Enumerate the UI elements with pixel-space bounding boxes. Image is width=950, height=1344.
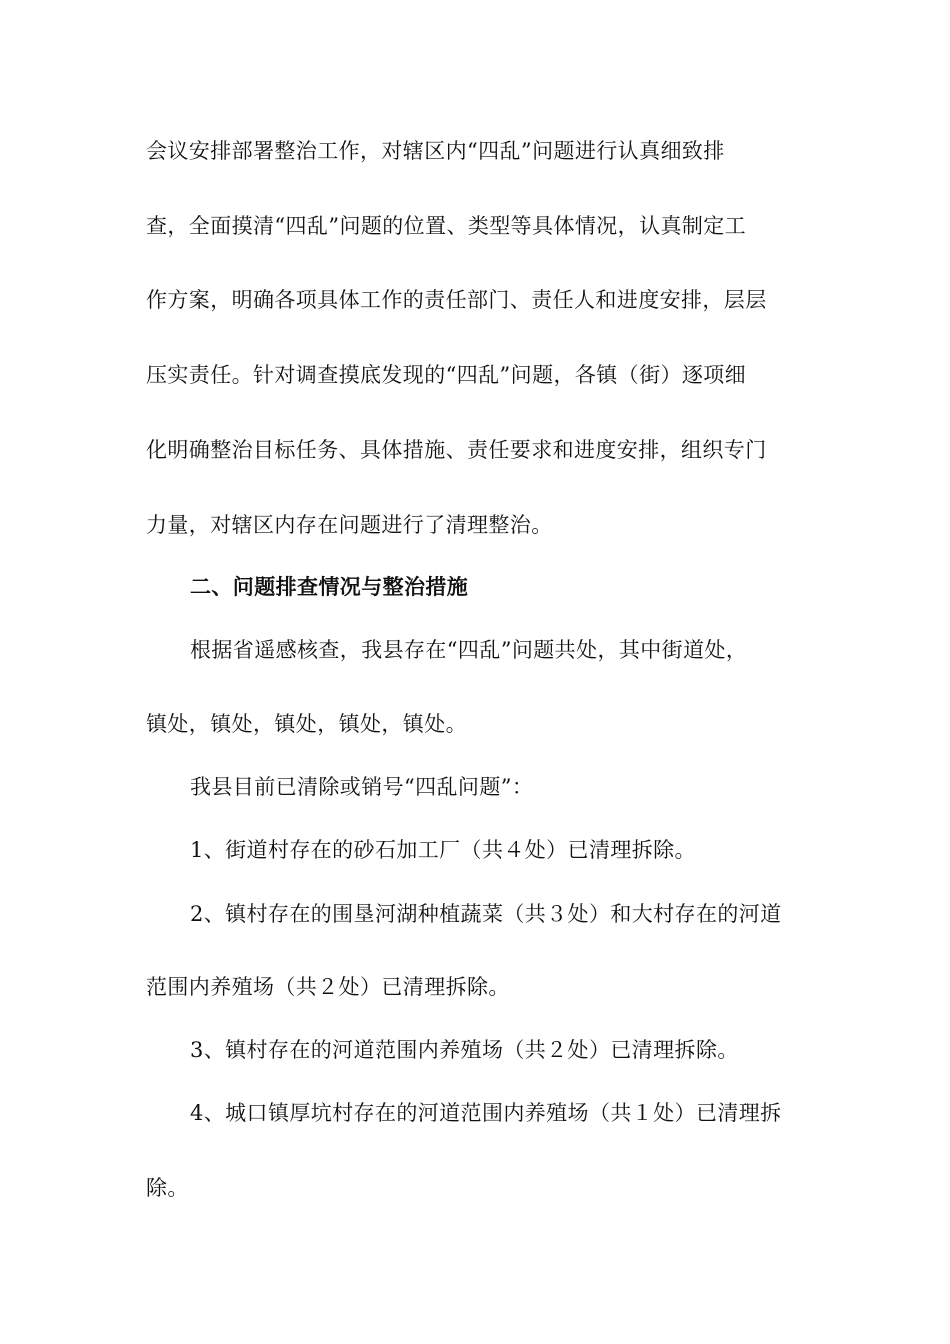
list-item: 2、镇村存在的围垦河湖种植蔬菜（共３处）和大村存在的河道 bbox=[190, 902, 782, 926]
paragraph-line: 作方案，明确各项具体工作的责任部门、责任人和进度安排，层层 bbox=[146, 288, 767, 312]
paragraph-line: 力量，对辖区内存在问题进行了清理整治。 bbox=[146, 513, 553, 537]
list-item-continuation: 范围内养殖场（共２处）已清理拆除。 bbox=[146, 975, 510, 999]
section-heading: 二、问题排查情况与整治措施 bbox=[190, 574, 469, 599]
list-item: 1、街道村存在的砂石加工厂（共４处）已清理拆除。 bbox=[190, 838, 696, 862]
paragraph-line: 查，全面摸清“四乱”问题的位置、类型等具体情况，认真制定工 bbox=[146, 214, 747, 238]
paragraph-line: 镇处，镇处，镇处，镇处，镇处。 bbox=[146, 712, 467, 736]
paragraph-line: 会议安排部署整治工作，对辖区内“四乱”问题进行认真细致排 bbox=[146, 139, 725, 163]
list-item: 4、城口镇厚坑村存在的河道范围内养殖场（共１处）已清理拆 bbox=[190, 1101, 782, 1125]
paragraph-line: 化明确整治目标任务、具体措施、责任要求和进度安排，组织专门 bbox=[146, 438, 767, 462]
paragraph-line: 根据省遥感核查，我县存在“四乱”问题共处，其中街道处， bbox=[190, 638, 748, 662]
paragraph-line: 我县目前已清除或销号“四乱问题”： bbox=[190, 775, 534, 799]
list-item-continuation: 除。 bbox=[146, 1176, 189, 1200]
paragraph-line: 压实责任。针对调查摸底发现的“四乱”问题，各镇（街）逐项细 bbox=[146, 363, 747, 387]
list-item: 3、镇村存在的河道范围内养殖场（共２处）已清理拆除。 bbox=[190, 1038, 739, 1062]
